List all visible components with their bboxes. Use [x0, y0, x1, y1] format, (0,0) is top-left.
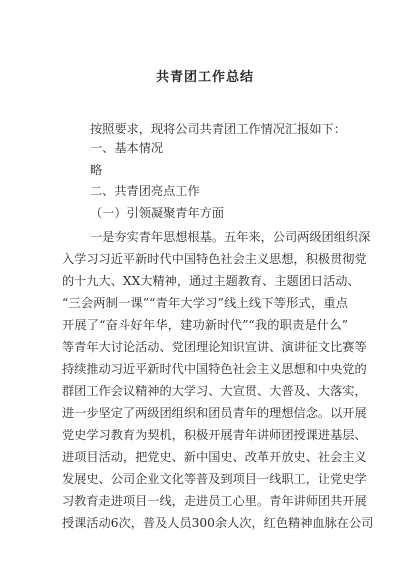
- paragraph-line: 发展史、公司企业文化等普及到项目一线职工，让党史学: [62, 472, 367, 486]
- paragraph-line: 等青年大讨论活动、党团理论知识宣讲、演讲征文比赛等: [62, 340, 367, 354]
- paragraph-line: 的十九大、XX大精神，通过主题教育、主题团日活动、: [62, 274, 360, 288]
- section1-body: 略: [90, 163, 103, 177]
- paragraph-line: 授课活动6次，普及人员300余人次，红色精神血脉在公司: [62, 516, 374, 530]
- paragraph-line: “三会两制一课”“青年大学习”线上线下等形式，重点: [62, 296, 348, 310]
- paragraph-line: 进一步坚定了两级团组织和团员青年的理想信念。以开展: [62, 406, 367, 420]
- subsection1-heading: （一）引领凝聚青年方面: [90, 206, 225, 220]
- paragraph-line: 群团工作会议精神的大学习、大宣贯、大普及、大落实，: [62, 384, 367, 398]
- document-title: 共青团工作总结: [155, 70, 254, 85]
- paragraph-line: 一是夯实青年思想根基。五年来，公司两级团组织深: [90, 230, 371, 244]
- section2-heading: 二、共青团亮点工作: [90, 184, 200, 198]
- paragraph-line: 党史学习教育为契机，积极开展青年讲师团授课进基层、: [62, 428, 367, 442]
- section1-heading: 一、基本情况: [90, 141, 164, 155]
- paragraph-line: 开展了“奋斗好年华，建功新时代”“我的职责是什么”: [62, 318, 348, 332]
- paragraph-line: 习教育走进项目一线，走进员工心里。青年讲师团共开展: [62, 494, 367, 508]
- paragraph-line: 入学习习近平新时代中国特色社会主义思想，积极贯彻党: [62, 252, 367, 266]
- intro-text: 按照要求，现将公司共青团工作情况汇报如下：: [90, 122, 346, 136]
- paragraph-line: 持续推动习近平新时代中国特色社会主义思想和中央党的: [62, 362, 367, 376]
- paragraph-line: 进项目活动，把党史、新中国史、改革开放史、社会主义: [62, 450, 367, 464]
